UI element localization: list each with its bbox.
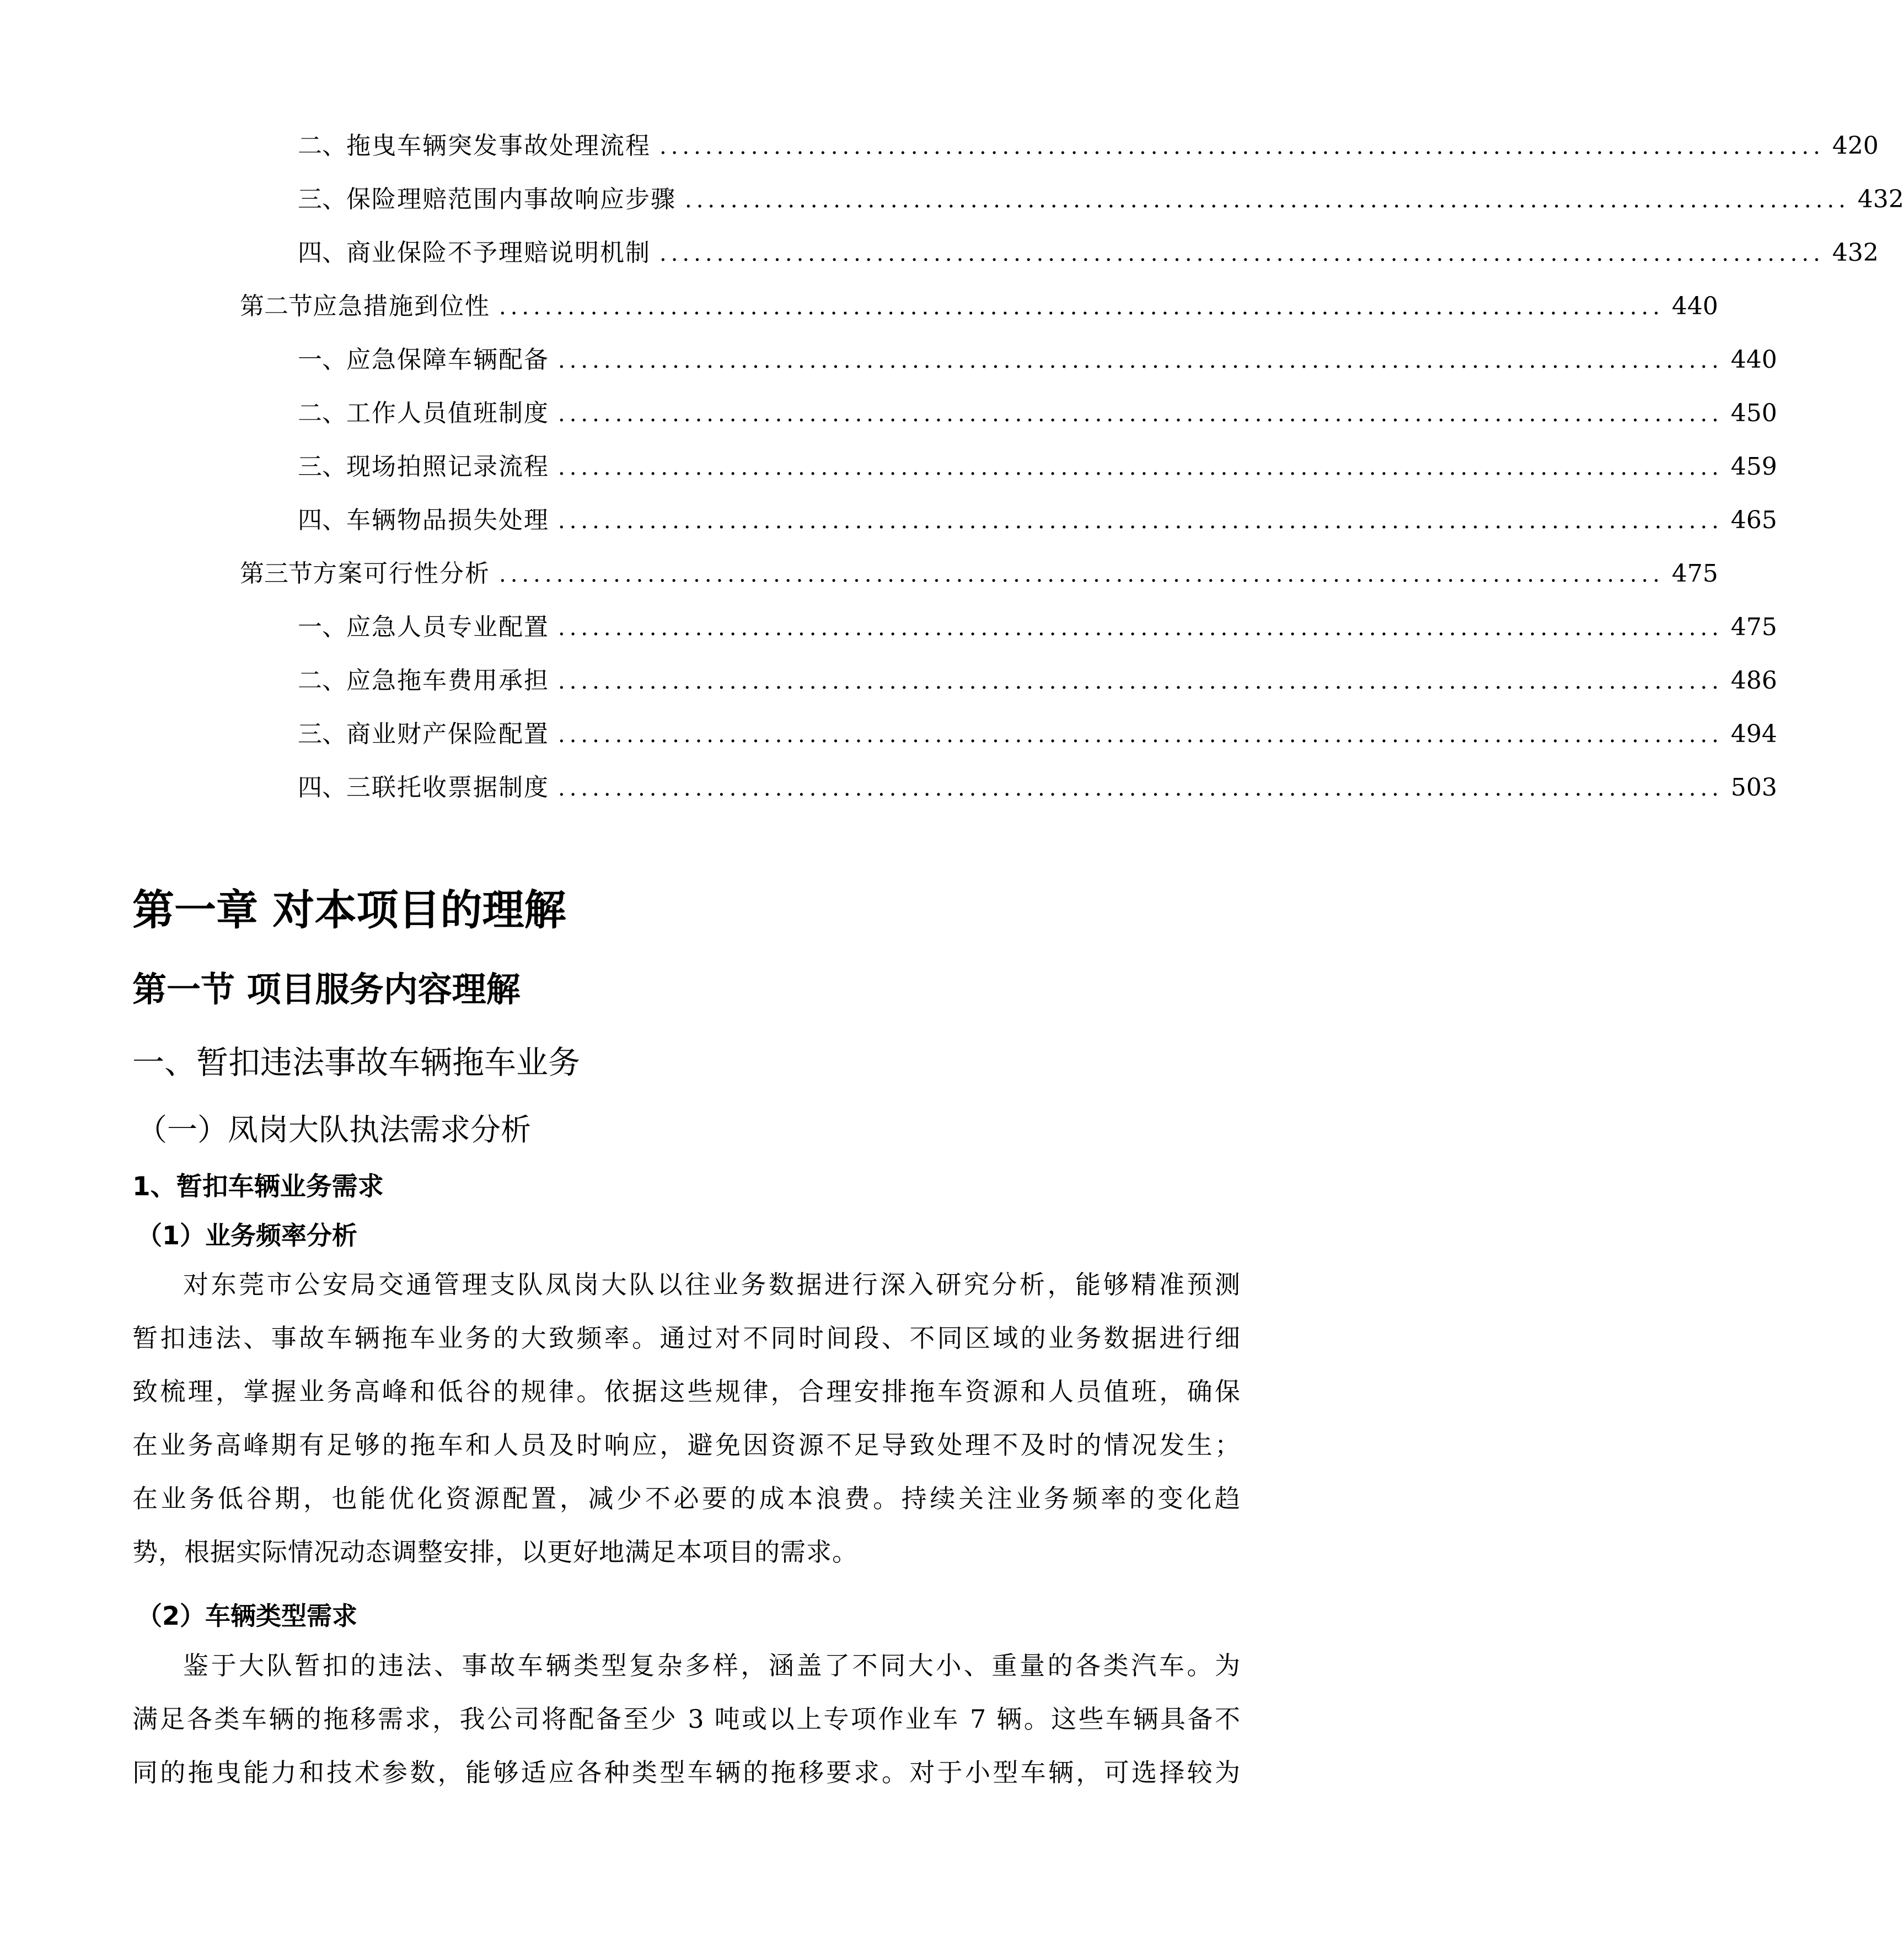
toc-entry[interactable]: [298, 660, 1777, 705]
toc-entry-number: 一、: [298, 613, 346, 641]
toc-leader-dots: ......................................................................................................: [499, 562, 1664, 587]
toc-leader-dots: ......................................................................................................: [558, 722, 1723, 748]
toc-entry[interactable]: [298, 714, 1777, 758]
toc-entry-page: 503: [1730, 773, 1777, 802]
toc-entry-number: 第二节: [240, 292, 313, 320]
toc-entry-title: 商业保险不予理赔说明机制: [346, 239, 651, 267]
toc-entry-page: 459: [1730, 453, 1777, 481]
toc-entry-title: 工作人员值班制度: [346, 399, 549, 427]
toc-entry-title: 三联托收票据制度: [346, 773, 549, 802]
toc-entry-number: 二、: [298, 667, 346, 695]
toc-entry[interactable]: [298, 340, 1777, 384]
paragraph-line: 鉴于大队暂扣的违法、事故车辆类型复杂多样，涵盖了不同大小、重量的各类汽车。为: [183, 1651, 1241, 1680]
paragraph-line: 暂扣违法、事故车辆拖车业务的大致频率。通过对不同时间段、不同区域的业务数据进行细: [132, 1323, 1241, 1353]
toc-entry-number: 三、: [298, 453, 346, 481]
toc-entry[interactable]: [298, 233, 1879, 277]
toc-entry-number: 四、: [298, 506, 346, 534]
toc-entry-number: 四、: [298, 239, 346, 267]
toc-leader-dots: ......................................................................................................: [558, 615, 1723, 641]
toc-entry-section[interactable]: [240, 286, 1718, 330]
toc-entry-number: 三、: [298, 185, 346, 213]
sub-subsection-heading: （一）凤岗大队执法需求分析: [137, 1112, 532, 1147]
toc-leader-dots: ......................................................................................................: [558, 508, 1723, 534]
toc-entry[interactable]: [298, 126, 1879, 170]
toc-entry-page: 432: [1857, 185, 1904, 213]
toc-entry[interactable]: [298, 179, 1904, 223]
toc-entry-title: 应急措施到位性: [313, 292, 490, 320]
toc-entry-title: 应急人员专业配置: [346, 613, 549, 641]
toc-entry-title: 现场拍照记录流程: [346, 453, 549, 481]
paragraph-line: 同的拖曳能力和技术参数，能够适应各种类型车辆的拖移要求。对于小型车辆，可选择较为: [132, 1758, 1241, 1787]
toc-entry-number: 四、: [298, 773, 346, 802]
sub-item-heading: （1）业务频率分析: [137, 1221, 358, 1250]
toc-leader-dots: ......................................................................................................: [659, 134, 1825, 159]
toc-entry-page: 450: [1730, 399, 1777, 427]
toc-entry-title: 商业财产保险配置: [346, 720, 549, 748]
toc-leader-dots: ......................................................................................................: [499, 294, 1664, 320]
toc-entry[interactable]: [298, 393, 1777, 437]
chapter-heading: 第一章 对本项目的理解: [132, 885, 566, 934]
toc-leader-dots: ......................................................................................................: [558, 348, 1723, 373]
toc-entry[interactable]: [298, 767, 1777, 812]
toc-entry-page: 465: [1730, 506, 1777, 534]
toc-entry-title: 车辆物品损失处理: [346, 506, 549, 534]
toc-entry-page: 486: [1730, 667, 1777, 695]
toc-leader-dots: ......................................................................................................: [558, 776, 1723, 801]
toc-entry-page: 440: [1671, 292, 1718, 320]
toc-entry-page: 475: [1671, 560, 1718, 588]
toc-entry-page: 420: [1832, 132, 1879, 160]
paragraph-line: 在业务低谷期，也能优化资源配置，减少不必要的成本浪费。持续关注业务频率的变化趋: [132, 1484, 1241, 1513]
toc-entry-page: 432: [1832, 239, 1879, 267]
paragraph-line: 满足各类车辆的拖移需求，我公司将配备至少 3 吨或以上专项作业车 7 辆。这些车辆具备不: [132, 1704, 1241, 1734]
paragraph-line: 势，根据实际情况动态调整安排，以更好地满足本项目的需求。: [132, 1537, 858, 1567]
subsection-heading: 一、暂扣违法事故车辆拖车业务: [132, 1044, 581, 1081]
body-paragraph: [132, 1639, 1241, 1799]
toc-entry-title: 应急保障车辆配备: [346, 346, 549, 374]
body-paragraph: [132, 1258, 1241, 1579]
toc-entry-page: 494: [1730, 720, 1777, 748]
paragraph-line: 致梳理，掌握业务高峰和低谷的规律。依据这些规律，合理安排拖车资源和人员值班，确保: [132, 1377, 1241, 1406]
toc-leader-dots: ......................................................................................................: [685, 187, 1850, 213]
toc-entry-title: 方案可行性分析: [313, 560, 490, 588]
toc-entry-number: 第三节: [240, 560, 313, 588]
toc-entry-section[interactable]: [240, 554, 1718, 598]
item-heading: 1、暂扣车辆业务需求: [132, 1172, 384, 1202]
paragraph-line: 在业务高峰期有足够的拖车和人员及时响应，避免因资源不足导致处理不及时的情况发生；: [132, 1430, 1241, 1460]
paragraph-line: 对东莞市公安局交通管理支队凤岗大队以往业务数据进行深入研究分析，能够精准预测: [183, 1270, 1241, 1299]
toc-entry-page: 440: [1730, 346, 1777, 374]
toc-entry-title: 应急拖车费用承担: [346, 667, 549, 695]
toc-entry-title: 拖曳车辆突发事故处理流程: [346, 132, 651, 160]
toc-entry-number: 二、: [298, 132, 346, 160]
toc-leader-dots: ......................................................................................................: [558, 455, 1723, 480]
toc-leader-dots: ......................................................................................................: [659, 241, 1825, 266]
sub-item-heading: （2）车辆类型需求: [137, 1601, 358, 1631]
toc-entry-page: 475: [1730, 613, 1777, 641]
toc-leader-dots: ......................................................................................................: [558, 669, 1723, 694]
toc-entry[interactable]: [298, 447, 1777, 491]
toc-entry-title: 保险理赔范围内事故响应步骤: [346, 185, 676, 213]
section-heading: 第一节 项目服务内容理解: [132, 969, 521, 1009]
toc-entry-number: 一、: [298, 346, 346, 374]
toc-entry[interactable]: [298, 607, 1777, 651]
toc-entry[interactable]: [298, 500, 1777, 544]
toc-entry-number: 三、: [298, 720, 346, 748]
toc-entry-number: 二、: [298, 399, 346, 427]
toc-leader-dots: ......................................................................................................: [558, 401, 1723, 427]
